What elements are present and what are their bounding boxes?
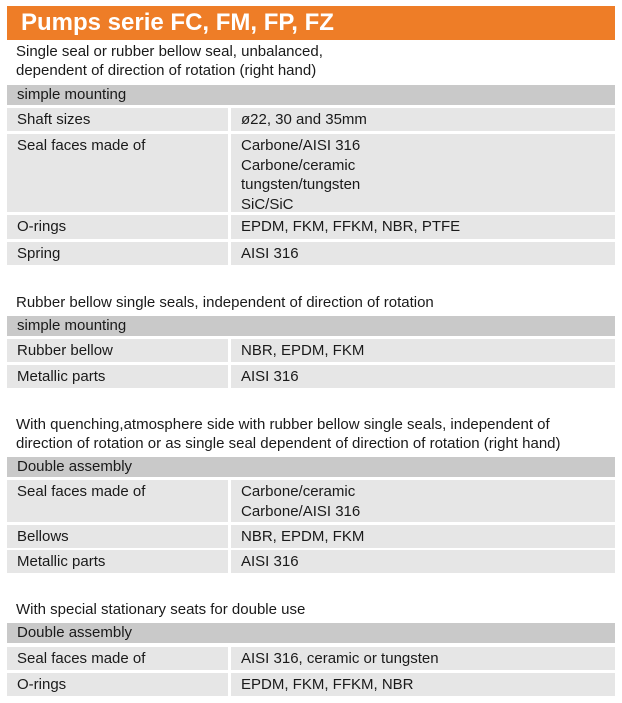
row-label-cell [7, 108, 228, 131]
row-label-cell [7, 647, 228, 670]
row-value-cell [231, 480, 615, 522]
intro-line: direction of rotation or as single seal dependent of direction of rotation (right hand) [16, 435, 561, 452]
subhead-label: Double assembly [17, 458, 133, 475]
row-value: Carbone/ceramic [241, 156, 356, 174]
row-label: Metallic parts [17, 553, 106, 570]
row-label: Seal faces made of [17, 483, 146, 500]
row-label: Bellows [17, 528, 69, 545]
row-value-cell [231, 339, 615, 362]
row-value: AISI 316, ceramic or tungsten [241, 650, 439, 667]
subhead-label: simple mounting [17, 317, 127, 334]
row-value: AISI 316 [241, 368, 299, 385]
intro-line: With quenching,atmosphere side with rubber bellow single seals, independent of [16, 416, 550, 433]
section-2-intro [16, 293, 434, 312]
row-value-cell [231, 365, 615, 388]
row-label-cell [7, 242, 228, 265]
row-value: SiC/SiC [241, 195, 294, 213]
row-label: O-rings [17, 218, 67, 235]
row-value-cell [231, 215, 615, 239]
section-3-subhead [7, 457, 615, 477]
section-4-subhead [7, 623, 615, 643]
subhead-label: simple mounting [17, 86, 127, 103]
row-value-cell [231, 550, 615, 573]
row-label-cell [7, 550, 228, 573]
intro-line: With special stationary seats for double use [16, 601, 306, 618]
row-value: AISI 316 [241, 553, 299, 570]
intro-line: Single seal or rubber bellow seal, unbalanced, [16, 43, 323, 60]
row-value: tungsten/tungsten [241, 176, 361, 193]
row-value: Carbone/ceramic [241, 483, 356, 500]
row-value-cell [231, 242, 615, 265]
row-value-cell [231, 134, 615, 212]
table-row [7, 550, 615, 573]
row-label: Metallic parts [17, 368, 106, 385]
row-value: EPDM, FKM, FFKM, NBR [241, 676, 414, 693]
table-row [7, 215, 615, 239]
row-label-cell [7, 525, 228, 548]
table-row [7, 365, 615, 388]
row-label: O-rings [17, 676, 67, 693]
row-value: AISI 316 [241, 245, 299, 262]
row-value: NBR, EPDM, FKM [241, 342, 365, 359]
intro-line: Rubber bellow single seals, independent of direction of rotation [16, 294, 434, 311]
row-label-cell [7, 673, 228, 696]
table-row [7, 673, 615, 696]
row-value-cell [231, 108, 615, 131]
title-bar [7, 6, 615, 40]
row-label: Rubber bellow [17, 342, 113, 359]
section-3-intro [16, 415, 561, 453]
row-value: EPDM, FKM, FFKM, NBR, PTFE [241, 218, 461, 235]
row-value-cell [231, 647, 615, 670]
subhead-label: Double assembly [17, 624, 133, 641]
row-value: Carbone/AISI 316 [241, 137, 361, 154]
row-label: Spring [17, 245, 61, 262]
row-label-cell [7, 215, 228, 239]
row-label-cell [7, 339, 228, 362]
page-title: Pumps serie FC, FM, FP, FZ [21, 9, 334, 36]
table-row [7, 647, 615, 670]
row-label-cell [7, 134, 228, 212]
section-1-intro [16, 42, 323, 80]
table-row [7, 134, 615, 212]
table-row [7, 242, 615, 265]
table-row [7, 108, 615, 131]
row-value-cell [231, 673, 615, 696]
row-label-cell [7, 365, 228, 388]
table-row [7, 339, 615, 362]
row-label-cell [7, 480, 228, 522]
intro-line: dependent of direction of rotation (right hand) [16, 62, 317, 79]
row-value-cell [231, 525, 615, 548]
row-value: NBR, EPDM, FKM [241, 528, 365, 545]
row-label: Seal faces made of [17, 137, 146, 154]
row-label: Seal faces made of [17, 650, 146, 667]
row-value: Carbone/AISI 316 [241, 502, 361, 520]
section-4-intro [16, 600, 305, 619]
row-label: Shaft sizes [17, 111, 91, 128]
section-1-subhead [7, 85, 615, 105]
row-value: ø22, 30 and 35mm [241, 111, 367, 128]
table-row [7, 525, 615, 548]
table-row [7, 480, 615, 522]
section-2-subhead [7, 316, 615, 336]
